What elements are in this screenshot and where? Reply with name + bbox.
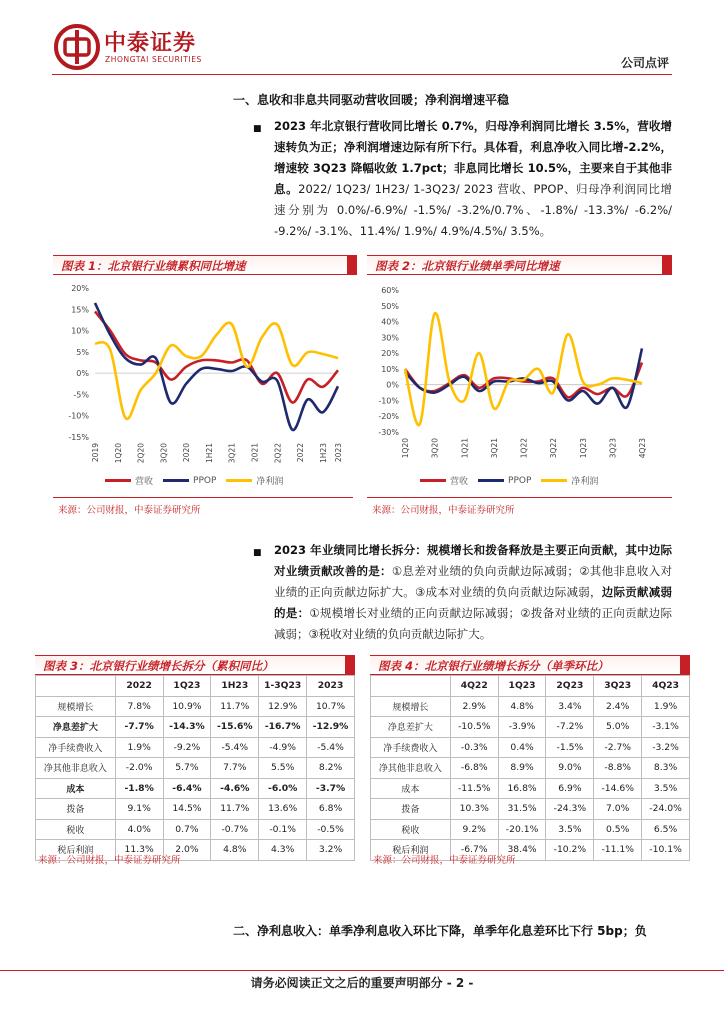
- x-tick-label: 2022: [296, 443, 306, 463]
- legend-label: 净利润: [571, 477, 599, 487]
- table-cell: 2.4%: [594, 696, 642, 717]
- table-cell: -24.0%: [642, 799, 690, 820]
- table-cell: 11.7%: [211, 696, 259, 717]
- figure1-legend: [95, 474, 283, 487]
- series-line-净利润: [405, 313, 642, 425]
- y-tick-label: 0%: [76, 369, 89, 379]
- table-cell: -7.2%: [546, 717, 594, 738]
- row-label: 税收: [36, 819, 116, 840]
- table-row: [36, 717, 355, 738]
- x-tick-label: 4Q23: [638, 438, 647, 459]
- legend-label: 净利润: [256, 477, 284, 487]
- table-cell: 1.9%: [642, 696, 690, 717]
- table-cell: -11.1%: [594, 840, 642, 861]
- footer-divider: [0, 970, 724, 971]
- x-tick-label: 3Q22: [549, 438, 559, 459]
- table-row: [371, 758, 690, 779]
- y-tick-label: 50%: [381, 301, 399, 311]
- x-tick-label: 1Q22: [519, 438, 529, 459]
- table-cell: -15.6%: [211, 717, 259, 738]
- y-tick-label: -5%: [73, 390, 89, 400]
- figure2-title: 图表 2：北京银行业绩单季同比增速: [367, 255, 672, 275]
- row-label: 净手续费收入: [371, 737, 451, 758]
- x-tick-label: 1Q21: [460, 438, 470, 459]
- table-row: [371, 819, 690, 840]
- figure2-chart: [367, 280, 672, 472]
- table-row: [36, 696, 355, 717]
- legend-swatch: [105, 479, 131, 482]
- table-row: [36, 799, 355, 820]
- table-cell: 10.3%: [450, 799, 498, 820]
- table-cell: 6.8%: [307, 799, 355, 820]
- table-cell: 7.7%: [211, 758, 259, 779]
- y-tick-label: -15%: [68, 433, 89, 442]
- table-cell: 12.9%: [259, 696, 307, 717]
- table4-title-tab: [680, 655, 690, 675]
- table4-source: 来源：公司财报，中泰证券研究所: [373, 855, 516, 866]
- table-row: [36, 819, 355, 840]
- section2-body-text-2: ①规模增长对业绩的正向贡献边际减弱；②拨备对业绩的正向贡献边际减弱；③税收对业绩的负向贡献边际扩大。: [274, 606, 672, 641]
- table4-header-row: [371, 676, 690, 697]
- x-tick-label: 3Q21: [227, 443, 237, 464]
- table-row: [371, 778, 690, 799]
- table-cell: 7.8%: [115, 696, 163, 717]
- section1-paragraph: [274, 116, 672, 242]
- y-tick-label: 40%: [381, 317, 399, 327]
- figure2-bottom-rule: [367, 497, 672, 498]
- row-label: 税后利润: [36, 840, 116, 861]
- table-cell: -6.7%: [450, 840, 498, 861]
- row-label: 拨备: [371, 799, 451, 820]
- table-row: [371, 696, 690, 717]
- column-header: 1H23: [211, 676, 259, 697]
- table-cell: -2.7%: [594, 737, 642, 758]
- table-cell: -10.5%: [450, 717, 498, 738]
- column-header: 1Q23: [498, 676, 546, 697]
- table-cell: -24.3%: [546, 799, 594, 820]
- table-cell: 6.9%: [546, 778, 594, 799]
- figure2-title-tab: [662, 255, 672, 275]
- x-tick-label: 2Q22: [273, 443, 283, 464]
- column-header: 3Q23: [594, 676, 642, 697]
- table-cell: -0.5%: [307, 819, 355, 840]
- table-cell: 10.7%: [307, 696, 355, 717]
- row-label: 成本: [371, 778, 451, 799]
- x-tick-label: 1Q20: [401, 438, 410, 459]
- table-cell: 3.5%: [546, 819, 594, 840]
- table-cell: -3.1%: [642, 717, 690, 738]
- column-header: 2022: [115, 676, 163, 697]
- table-cell: -14.3%: [163, 717, 211, 738]
- table-cell: 3.4%: [546, 696, 594, 717]
- column-header: 2023: [307, 676, 355, 697]
- table-cell: -5.4%: [211, 737, 259, 758]
- y-tick-label: -10%: [68, 411, 89, 421]
- logo-english-text: ZHONGTAI SECURITIES: [105, 55, 202, 64]
- zhongtai-logo-icon: [54, 24, 100, 70]
- table-cell: 0.4%: [498, 737, 546, 758]
- y-tick-label: -30%: [378, 428, 399, 437]
- table-cell: 5.7%: [163, 758, 211, 779]
- table4-title: 图表 4：北京银行业绩增长拆分（单季环比）: [370, 655, 690, 675]
- table-cell: 2.9%: [450, 696, 498, 717]
- table-cell: 2.0%: [163, 840, 211, 861]
- y-tick-label: -20%: [378, 412, 399, 422]
- table-row: [36, 778, 355, 799]
- figure1-title: 图表 1：北京银行业绩累积同比增速: [53, 255, 353, 275]
- row-label: 净其他非息收入: [371, 758, 451, 779]
- table-row: [371, 717, 690, 738]
- table-cell: 9.1%: [115, 799, 163, 820]
- section2-heading: 二、净利息收入：单季净利息收入环比下降，单季年化息差环比下行 5bp；负: [233, 924, 647, 938]
- column-header: 1Q23: [163, 676, 211, 697]
- figure1-bottom-rule: [53, 497, 353, 498]
- table3: [35, 675, 355, 861]
- table-cell: 9.2%: [450, 819, 498, 840]
- table-cell: 8.9%: [498, 758, 546, 779]
- table-cell: -3.9%: [498, 717, 546, 738]
- table3-title: 图表 3：北京银行业绩增长拆分（累积同比）: [35, 655, 355, 675]
- y-tick-label: 20%: [381, 349, 399, 359]
- table3-header-row: [36, 676, 355, 697]
- legend-label: PPOP: [508, 475, 532, 486]
- table-cell: -1.5%: [546, 737, 594, 758]
- section2-highlight-text: 2023 年业绩同比增长拆分：规模增长和拨备释放是主要正向贡献，其中边际对业绩贡献改善的是：: [274, 543, 672, 578]
- table-cell: 14.5%: [163, 799, 211, 820]
- table-cell: -1.8%: [115, 778, 163, 799]
- table-cell: 11.3%: [115, 840, 163, 861]
- table-cell: -11.5%: [450, 778, 498, 799]
- x-tick-label: 3Q21: [489, 438, 499, 459]
- x-tick-label: 1Q23: [578, 438, 588, 459]
- table-cell: 31.5%: [498, 799, 546, 820]
- table-cell: -10.1%: [642, 840, 690, 861]
- table-row: [36, 737, 355, 758]
- x-tick-label: 2Q20: [136, 443, 146, 464]
- x-tick-label: 2019: [91, 443, 100, 463]
- table-cell: 0.7%: [163, 819, 211, 840]
- table-cell: -0.7%: [211, 819, 259, 840]
- table-cell: -2.0%: [115, 758, 163, 779]
- column-header: [371, 676, 451, 697]
- table-cell: -6.0%: [259, 778, 307, 799]
- row-label: 税收: [371, 819, 451, 840]
- table-cell: 1.9%: [115, 737, 163, 758]
- figure2-source: 来源：公司财报，中泰证券研究所: [372, 505, 515, 516]
- section1-body-text: 2022/ 1Q23/ 1H23/ 1-3Q23/ 2023 营收、PPOP、归母净利润同比增速分别为 0.0%/-6.9%/ -1.5%/ -3.2%/0.7%、-1.8%/ -13.3%/ -6.2%/ -9.2%/ -3.1%、11.4%/ 1.9%/ 4.9%/4.5%/ 3.5%。: [274, 182, 673, 238]
- table-cell: 5.0%: [594, 717, 642, 738]
- table-cell: 16.8%: [498, 778, 546, 799]
- y-tick-label: 0%: [386, 380, 399, 390]
- table-cell: -3.7%: [307, 778, 355, 799]
- x-tick-label: 2020: [182, 443, 192, 463]
- legend-swatch: [226, 479, 252, 482]
- x-tick-label: 2021: [250, 443, 260, 463]
- table-cell: -16.7%: [259, 717, 307, 738]
- figure1-title-tab: [347, 255, 357, 275]
- table-cell: 8.3%: [642, 758, 690, 779]
- row-label: 成本: [36, 778, 116, 799]
- table-cell: 9.0%: [546, 758, 594, 779]
- table-cell: 7.0%: [594, 799, 642, 820]
- x-tick-label: 3Q23: [608, 438, 618, 459]
- section2-body-text: ①息差对业绩的负向贡献边际减弱；②其他非息收入对业绩的正向贡献边际扩大。③成本对业绩的负向贡献边际减弱，: [274, 564, 672, 599]
- table-cell: -5.4%: [307, 737, 355, 758]
- row-label: 净息差扩大: [36, 717, 116, 738]
- company-logo: [54, 24, 224, 74]
- table-cell: -20.1%: [498, 819, 546, 840]
- table-cell: 11.7%: [211, 799, 259, 820]
- y-tick-label: -10%: [378, 396, 399, 406]
- legend-swatch: [420, 479, 446, 482]
- table-row: [371, 799, 690, 820]
- table-cell: -6.8%: [450, 758, 498, 779]
- table-cell: -14.6%: [594, 778, 642, 799]
- table-cell: 6.5%: [642, 819, 690, 840]
- legend-swatch: [163, 479, 189, 482]
- table-cell: -0.3%: [450, 737, 498, 758]
- table-cell: 3.5%: [642, 778, 690, 799]
- table-cell: 0.5%: [594, 819, 642, 840]
- table-cell: 38.4%: [498, 840, 546, 861]
- section2-paragraph: [274, 540, 672, 645]
- table-row: [36, 758, 355, 779]
- legend-swatch: [478, 479, 504, 482]
- table-row: [371, 737, 690, 758]
- column-header: 1-3Q23: [259, 676, 307, 697]
- table-cell: -3.2%: [642, 737, 690, 758]
- y-tick-label: 5%: [76, 347, 89, 357]
- table-cell: 13.6%: [259, 799, 307, 820]
- bullet-icon: ■: [253, 124, 262, 134]
- table-cell: 4.8%: [211, 840, 259, 861]
- legend-label: 营收: [135, 477, 154, 487]
- figure1-source: 来源：公司财报，中泰证券研究所: [58, 505, 201, 516]
- y-tick-label: 15%: [71, 305, 89, 315]
- table-cell: -12.9%: [307, 717, 355, 738]
- table-cell: -4.6%: [211, 778, 259, 799]
- header-divider: [52, 74, 672, 75]
- section2-highlight-text-2: 边际贡献减弱的是：: [274, 585, 673, 620]
- y-tick-label: 30%: [381, 333, 399, 343]
- row-label: 规模增长: [36, 696, 116, 717]
- x-tick-label: 3Q20: [430, 438, 440, 459]
- table-cell: -8.8%: [594, 758, 642, 779]
- y-tick-label: 10%: [71, 326, 89, 336]
- footer-disclaimer: 请务必阅读正文之后的重要声明部分 - 2 -: [250, 976, 474, 990]
- column-header: 4Q22: [450, 676, 498, 697]
- table-cell: 4.3%: [259, 840, 307, 861]
- table-cell: 4.8%: [498, 696, 546, 717]
- legend-swatch: [541, 479, 567, 482]
- figure2-legend: [410, 474, 598, 487]
- legend-label: PPOP: [193, 475, 217, 486]
- x-tick-label: 1H21: [204, 443, 214, 463]
- section1-highlight-text: 2023 年北京银行营收同比增长 0.7%，归母净利润同比增长 3.5%，营收增速转负为正；净利润增速边际有所下行。具体看，利息净收入同比增-2.2%，增速较 3Q23 降幅收敛 1.7pct；非息同比增长 10.5%，主要来自于其他非息。: [274, 119, 672, 196]
- x-tick-label: 1Q20: [113, 443, 123, 464]
- row-label: 净手续费收入: [36, 737, 116, 758]
- y-tick-label: 20%: [71, 284, 89, 293]
- table3-title-tab: [345, 655, 355, 675]
- table3-source: 来源：公司财报，中泰证券研究所: [38, 855, 181, 866]
- document-type-label: 公司点评: [620, 56, 669, 70]
- table-cell: -7.7%: [115, 717, 163, 738]
- row-label: 税后利润: [371, 840, 451, 861]
- table-cell: 3.2%: [307, 840, 355, 861]
- column-header: 4Q23: [642, 676, 690, 697]
- table-cell: -6.4%: [163, 778, 211, 799]
- series-line-PPOP: [405, 348, 642, 407]
- row-label: 拨备: [36, 799, 116, 820]
- logo-chinese-text: 中泰证券: [104, 31, 197, 56]
- legend-label: 营收: [450, 477, 469, 487]
- row-label: 净息差扩大: [371, 717, 451, 738]
- y-tick-label: 10%: [381, 364, 399, 374]
- column-header: [36, 676, 116, 697]
- table-cell: -4.9%: [259, 737, 307, 758]
- table-cell: -0.1%: [259, 819, 307, 840]
- x-tick-label: 3Q20: [159, 443, 169, 464]
- table-cell: 5.5%: [259, 758, 307, 779]
- row-label: 规模增长: [371, 696, 451, 717]
- table-cell: 8.2%: [307, 758, 355, 779]
- table-cell: -9.2%: [163, 737, 211, 758]
- row-label: 净其他非息收入: [36, 758, 116, 779]
- table-cell: 4.0%: [115, 819, 163, 840]
- bullet-icon: ■: [253, 548, 262, 558]
- x-tick-label: 1H23: [318, 443, 328, 463]
- x-tick-label: 2023: [334, 443, 343, 463]
- series-line-净利润: [95, 323, 338, 419]
- table-cell: 10.9%: [163, 696, 211, 717]
- y-tick-label: 60%: [381, 286, 399, 295]
- section1-heading: 一、息收和非息共同驱动营收回暖；净利润增速平稳: [233, 93, 510, 107]
- column-header: 2Q23: [546, 676, 594, 697]
- table4: [370, 675, 690, 861]
- table-cell: -10.2%: [546, 840, 594, 861]
- figure1-chart: [53, 280, 353, 472]
